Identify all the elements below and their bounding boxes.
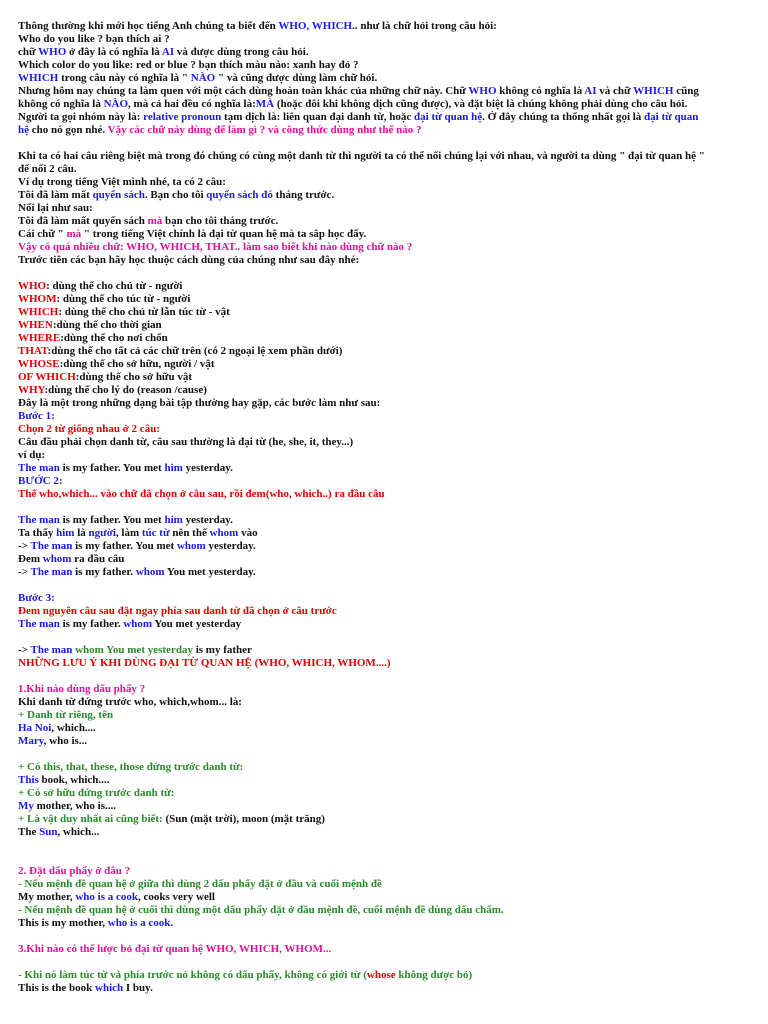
text-run: - Nếu mệnh đề quan hệ ở giữa thì dùng 2 dấu phẩy đặt ở đầu và cuối mệnh đề xyxy=(18,878,382,890)
text-line xyxy=(18,345,744,358)
text-run: .. như là chữ hỏi trong câu hỏi: xyxy=(352,20,497,32)
text-run: NHỮNG LƯU Ý KHI DÙNG ĐẠI TỪ QUAN HỆ (WHO, WHICH, WHOM....) xyxy=(18,657,391,669)
text-run: him xyxy=(164,514,183,526)
text-run: , làm xyxy=(115,527,142,539)
text-run: WHICH xyxy=(633,85,674,97)
text-line xyxy=(18,787,744,800)
text-run: Câu đầu phải chọn danh từ, câu sau thường là đại từ (he, she, it, they...) xyxy=(18,436,354,448)
text-run: Thông thường khi mới học tiếng Anh chúng ta biết đến xyxy=(18,20,279,32)
text-run: Ví dụ trong tiếng Việt mình nhé, ta có 2 câu: xyxy=(18,176,226,188)
text-line xyxy=(18,566,744,579)
text-line xyxy=(18,410,744,423)
text-line xyxy=(18,878,744,891)
text-run: là xyxy=(74,527,89,539)
text-run: him xyxy=(164,462,183,474)
text-line xyxy=(18,332,744,345)
text-line xyxy=(18,319,744,332)
text-line xyxy=(18,943,744,956)
text-line xyxy=(18,280,744,293)
text-run: nên thế xyxy=(169,527,210,539)
text-run: AI xyxy=(584,85,597,97)
text-run: NÀO xyxy=(190,72,216,84)
text-run: WHO, WHICH xyxy=(278,20,353,32)
text-line xyxy=(18,982,744,995)
text-run: OF WHICH xyxy=(18,371,76,383)
text-run: yesterday. xyxy=(205,540,256,552)
text-line xyxy=(18,969,744,982)
text-run: mà xyxy=(147,215,163,227)
text-run: trong câu này có nghĩa là " xyxy=(58,72,191,84)
text-line xyxy=(18,241,744,254)
text-run: " trong tiếng Việt chính là đại từ quan hệ mà ta sắp học đấy. xyxy=(81,228,367,240)
text-run: túc từ xyxy=(141,527,170,539)
text-line xyxy=(18,527,744,540)
text-run: 3.Khi nào có thể lược bỏ đại từ quan hệ WHO, WHICH, WHOM... xyxy=(18,943,332,955)
text-run: : dùng thế cho chủ từ - người xyxy=(46,280,183,292)
text-run: người xyxy=(88,527,116,539)
text-line xyxy=(18,514,744,527)
text-run: WHY xyxy=(18,384,45,396)
text-run: whom xyxy=(209,527,239,539)
text-run: (Sun (mặt trời), moon (mặt trăng) xyxy=(162,813,325,825)
text-line xyxy=(18,436,744,449)
text-line xyxy=(18,215,744,228)
text-run: , who is... xyxy=(43,735,88,747)
text-line xyxy=(18,540,744,553)
text-line xyxy=(18,98,744,111)
text-run: book, which.... xyxy=(38,774,110,786)
text-run: WHO xyxy=(38,46,67,58)
text-run: 2. Đặt dấu phẩy ở đâu ? xyxy=(18,865,131,877)
text-run: whom xyxy=(123,618,153,630)
text-run: Sun xyxy=(39,826,58,838)
text-run: Bước 3: xyxy=(18,592,55,604)
text-run: mother, who is.... xyxy=(33,800,116,812)
text-line xyxy=(18,891,744,904)
text-run: :dùng thế cho lý do (reason /cause) xyxy=(44,384,207,396)
text-run: yesterday. xyxy=(182,462,233,474)
text-run: chữ xyxy=(18,46,39,58)
text-run: WHICH xyxy=(18,72,59,84)
text-line xyxy=(18,800,744,813)
text-run: . Ở đây chúng ta thống nhất gọi là xyxy=(482,111,645,123)
text-run: ra đầu câu xyxy=(71,553,125,565)
text-run: relative pronoun xyxy=(143,111,222,123)
text-run: -> xyxy=(18,644,31,656)
text-run: đại từ quan hệ xyxy=(414,111,483,123)
text-run: WHOSE xyxy=(18,358,60,370)
text-run: bạn cho tôi tháng trước. xyxy=(162,215,279,227)
text-line xyxy=(18,683,744,696)
text-line xyxy=(18,371,744,384)
text-run: + Danh từ riêng, tên xyxy=(18,709,114,721)
text-run: is my father. You met xyxy=(72,540,177,552)
text-run: yesterday. xyxy=(182,514,233,526)
text-run: The man xyxy=(18,514,60,526)
text-run: Trước tiên các bạn hãy học thuộc cách dùng của chúng như sau đây nhé: xyxy=(18,254,360,266)
text-run: WHOM xyxy=(18,293,57,305)
text-run: (hoặc đôi khi không dịch cũng được), và đặt biệt là chúng không phải dùng cho câu hỏi. xyxy=(274,98,688,110)
text-run: + Có this, that, these, those đứng trước danh từ: xyxy=(18,761,244,773)
text-run: Đem xyxy=(18,553,43,565)
text-line xyxy=(18,150,744,163)
text-line xyxy=(18,72,744,85)
text-run: -> xyxy=(18,566,31,578)
text-line xyxy=(18,124,744,137)
text-line xyxy=(18,735,744,748)
text-run: WHEN xyxy=(18,319,53,331)
text-line xyxy=(18,553,744,566)
text-line xyxy=(18,397,744,410)
text-line xyxy=(18,33,744,46)
text-run: Đây là một trong những dạng bài tập thường hay gặp, các bước làm như sau: xyxy=(18,397,381,409)
text-line xyxy=(18,618,744,631)
text-run: : dùng thế cho chủ từ lẫn túc từ - vật xyxy=(58,306,230,318)
text-line xyxy=(18,462,744,475)
text-run: is my father xyxy=(192,644,252,656)
text-line xyxy=(18,722,744,735)
text-run: whose xyxy=(366,969,396,981)
text-run: + Có sở hữu đứng trước danh từ: xyxy=(18,787,175,799)
text-run: who is a cook xyxy=(75,891,138,903)
text-line xyxy=(18,163,744,176)
text-run: is my father. You met xyxy=(59,514,165,526)
text-line xyxy=(18,865,744,878)
text-line xyxy=(18,423,744,436)
text-run: Chọn 2 từ giống nhau ở 2 câu: xyxy=(18,423,160,435)
text-line xyxy=(18,605,744,618)
text-run: Thế who,which... vào chữ đã chọn ở câu sau, rồi đem(who, which..) ra đầu câu xyxy=(18,488,385,500)
text-line xyxy=(18,293,744,306)
text-run: Cái chữ " xyxy=(18,228,67,240)
text-line xyxy=(18,657,744,670)
text-run: which xyxy=(95,982,124,994)
text-run: The man xyxy=(30,540,73,552)
text-line xyxy=(18,176,744,189)
text-run: WHERE xyxy=(18,332,61,344)
text-run: him xyxy=(56,527,75,539)
text-run: quyển sách xyxy=(92,189,145,201)
text-line xyxy=(18,254,744,267)
text-run: không có nghĩa là xyxy=(496,85,585,97)
text-run: is my father. You met xyxy=(59,462,165,474)
text-run: whom You met yesterday xyxy=(75,644,193,656)
text-line xyxy=(18,306,744,319)
text-run: hệ xyxy=(18,124,29,136)
text-run: . Bạn cho tôi xyxy=(144,189,207,201)
text-line xyxy=(18,46,744,59)
text-run: Tôi đã làm mất quyển sách xyxy=(18,215,148,227)
text-line xyxy=(18,813,744,826)
text-run: My mother, xyxy=(18,891,76,903)
text-run: whom xyxy=(176,540,206,552)
text-line xyxy=(18,761,744,774)
text-run: This is the book xyxy=(18,982,96,994)
text-line xyxy=(18,20,744,33)
text-run: The man xyxy=(18,462,60,474)
text-run: Người ta gọi nhóm này là: xyxy=(18,111,144,123)
text-run: cũng xyxy=(673,85,699,97)
text-line xyxy=(18,696,744,709)
text-line xyxy=(18,709,744,722)
text-run: mà xyxy=(66,228,82,240)
text-line xyxy=(18,644,744,657)
text-run: vào xyxy=(238,527,258,539)
text-run: NÀO xyxy=(103,98,129,110)
text-run: whom xyxy=(42,553,72,565)
text-run: và được dùng trong câu hỏi. xyxy=(174,46,309,58)
text-run: Bước 1: xyxy=(18,410,55,422)
text-run: 1.Khi nào dùng dấu phẩy ? xyxy=(18,683,146,695)
text-run: Vậy có quá nhiều chữ: WHO, WHICH, THAT.. làm sao biết khi nào dùng chữ nào ? xyxy=(18,241,413,253)
text-run: BƯỚC 2: xyxy=(18,475,63,487)
text-run: tháng trước. xyxy=(272,189,335,201)
text-line xyxy=(18,384,744,397)
text-run: - Khi nó làm túc từ và phía trước nó không có dấu phẩy, không có giới từ ( xyxy=(18,969,367,981)
text-run: , cooks very well xyxy=(138,891,215,903)
text-run: The xyxy=(18,826,40,838)
text-run: Nối lại như sau: xyxy=(18,202,93,214)
text-run: - Nếu mệnh đề quan hệ ở cuối thì dùng một dấu phẩy đặt ở đầu mệnh đề, cuối mệnh đề dùng dấu chấm. xyxy=(18,904,504,916)
text-line xyxy=(18,202,744,215)
text-run: is my father. xyxy=(72,566,136,578)
text-run: AI xyxy=(161,46,175,58)
text-run: quyển sách đó xyxy=(206,189,273,201)
text-run: cho nó gọn nhé. xyxy=(29,124,108,136)
text-run: Vậy các chữ này dùng để làm gì ? và công thức dùng như thế nào ? xyxy=(107,124,422,136)
text-line xyxy=(18,904,744,917)
text-run: đại từ quan xyxy=(644,111,699,123)
text-run: , mà cả hai đều có nghĩa là: xyxy=(128,98,256,110)
text-run: tạm dịch là: liên quan đại danh từ, hoặc xyxy=(221,111,415,123)
text-run: I buy. xyxy=(123,982,153,994)
text-run: Ha Noi xyxy=(18,722,52,734)
text-run: :dùng thế cho thời gian xyxy=(52,319,162,331)
text-run: You met yesterday. xyxy=(164,566,256,578)
text-line xyxy=(18,189,744,202)
text-run: :dùng thế cho tất cả các chữ trên (có 2 ngoại lệ xem phần dưới) xyxy=(47,345,343,357)
text-run: ở đây là có nghĩa là xyxy=(66,46,162,58)
text-run: My xyxy=(18,800,34,812)
text-run: WHICH xyxy=(18,306,59,318)
text-line xyxy=(18,488,744,501)
text-line xyxy=(18,228,744,241)
text-line xyxy=(18,358,744,371)
text-line xyxy=(18,475,744,488)
text-run: :dùng thế cho sở hữu, người / vật xyxy=(59,358,215,370)
text-line xyxy=(18,592,744,605)
text-run: THAT xyxy=(18,345,48,357)
text-run: Which color do you like: red or blue ? bạn thích màu nào: xanh hay đỏ ? xyxy=(18,59,359,71)
text-run: is my father. xyxy=(59,618,124,630)
text-run: The man xyxy=(18,618,60,630)
text-run: : dùng thế cho túc từ - người xyxy=(56,293,191,305)
text-run: không được bỏ) xyxy=(395,969,473,981)
text-run: :dùng thế cho nơi chốn xyxy=(60,332,168,344)
text-run: You met yesterday xyxy=(152,618,242,630)
text-run: This xyxy=(18,774,39,786)
text-run: + Là vật duy nhất ai cũng biết: xyxy=(18,813,163,825)
text-run: " và cũng được dùng làm chữ hỏi. xyxy=(215,72,378,84)
text-run: whom xyxy=(135,566,165,578)
text-run: The man xyxy=(30,644,73,656)
text-run: who is a cook. xyxy=(107,917,174,929)
text-run: Nhưng hôm nay chúng ta làm quen với một cách dùng hoàn toàn khác của những chữ này. Chữ xyxy=(18,85,469,97)
text-run: , which... xyxy=(57,826,100,838)
text-line xyxy=(18,85,744,98)
text-run: ví dụ: xyxy=(18,449,46,461)
text-run: Ta thấy xyxy=(18,527,57,539)
text-line xyxy=(18,111,744,124)
text-line xyxy=(18,826,744,839)
text-run: Mary xyxy=(18,735,44,747)
text-run: This is my mother, xyxy=(18,917,108,929)
text-run: không có nghĩa là xyxy=(18,98,104,110)
text-run: và chữ xyxy=(596,85,634,97)
text-run: , which.... xyxy=(51,722,96,734)
text-run: Đem nguyên câu sau đặt ngay phía sau danh từ đã chọn ở câu trước xyxy=(18,605,337,617)
text-run: WHO xyxy=(468,85,497,97)
text-run: Who do you like ? bạn thích ai ? xyxy=(18,33,170,45)
text-line xyxy=(18,917,744,930)
text-run: Khi danh từ đứng trước who, which,whom... là: xyxy=(18,696,242,708)
text-run: WHO xyxy=(18,280,47,292)
text-line xyxy=(18,774,744,787)
text-run: -> xyxy=(18,540,31,552)
text-run: Khi ta có hai câu riêng biệt mà trong đó chúng có cùng một danh từ thì người ta có thể nối chúng lại với nhau, và người ta dùng " đại từ quan hệ " xyxy=(18,150,705,162)
text-run: Tôi đã làm mất xyxy=(18,189,93,201)
text-run: :dùng thế cho sở hữu vật xyxy=(75,371,193,383)
text-run: The man xyxy=(30,566,73,578)
text-line xyxy=(18,59,744,72)
text-run: để nối 2 câu. xyxy=(18,163,77,175)
text-line xyxy=(18,449,744,462)
text-run: MÀ xyxy=(255,98,275,110)
